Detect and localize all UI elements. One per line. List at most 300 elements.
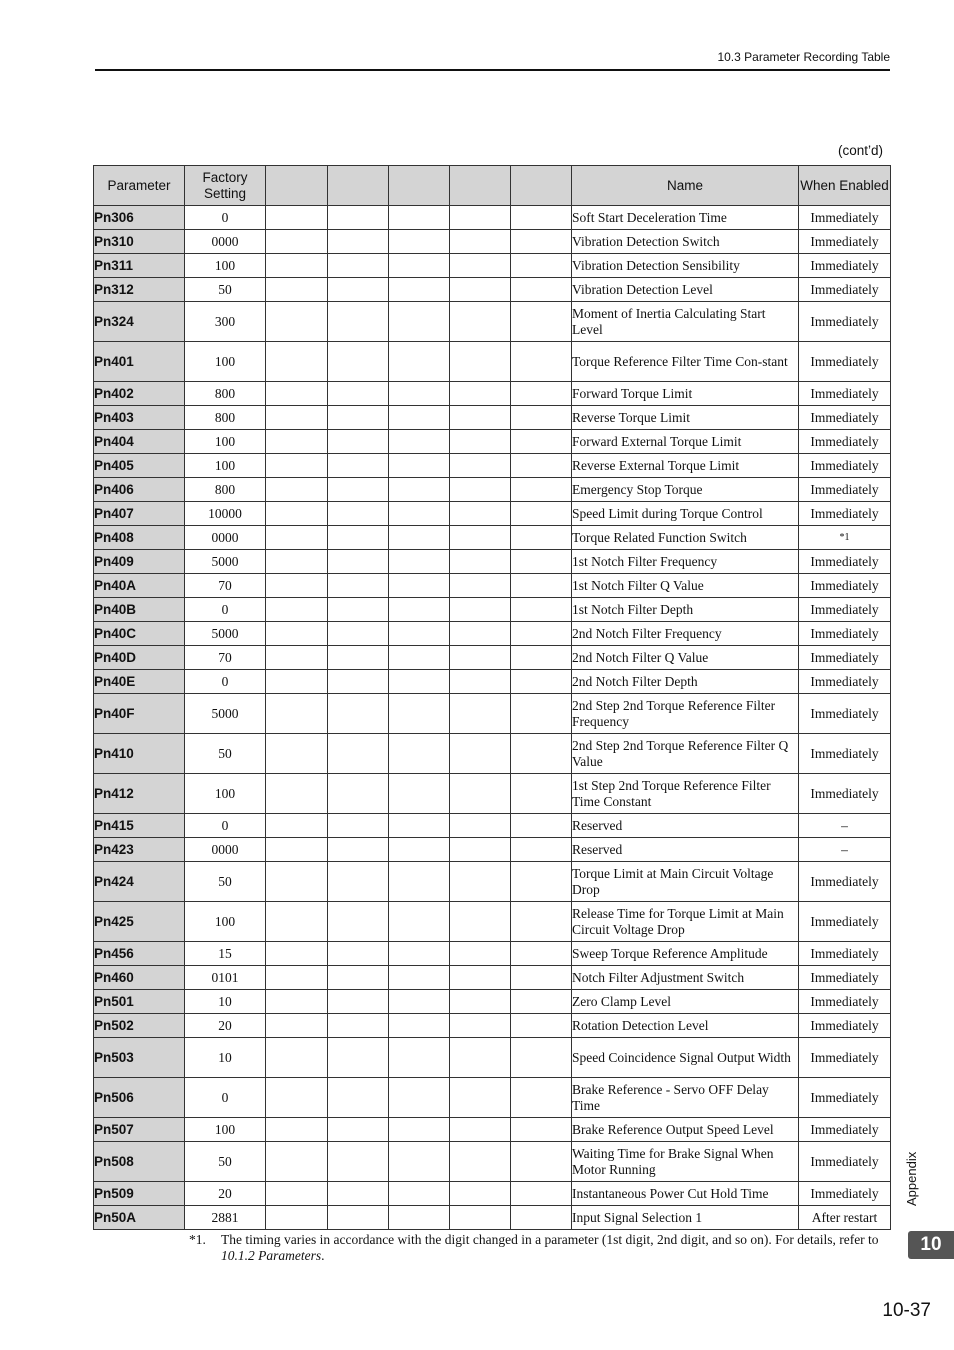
parameter-name: Torque Related Function Switch (572, 526, 799, 550)
parameter-name: Soft Start Deceleration Time (572, 206, 799, 230)
factory-setting: 10 (185, 1038, 266, 1078)
recording-cell (389, 1118, 450, 1142)
recording-cell (266, 382, 328, 406)
recording-cell (328, 774, 389, 814)
recording-cell (511, 862, 572, 902)
parameter-name: Brake Reference Output Speed Level (572, 1118, 799, 1142)
parameter-code: Pn40B (94, 598, 185, 622)
recording-cell (328, 1038, 389, 1078)
recording-cell (511, 838, 572, 862)
table-row (94, 254, 891, 278)
recording-cell (389, 342, 450, 382)
header-blank-5 (511, 166, 572, 206)
recording-cell (389, 382, 450, 406)
recording-cell (328, 1182, 389, 1206)
recording-cell (511, 670, 572, 694)
factory-setting: 20 (185, 1014, 266, 1038)
parameter-name: Speed Limit during Torque Control (572, 502, 799, 526)
recording-cell (511, 478, 572, 502)
factory-setting: 15 (185, 942, 266, 966)
recording-cell (266, 774, 328, 814)
table-row (94, 550, 891, 574)
when-enabled: Immediately (799, 734, 891, 774)
recording-cell (266, 206, 328, 230)
recording-cell (511, 454, 572, 478)
recording-cell (511, 230, 572, 254)
factory-setting: 100 (185, 902, 266, 942)
recording-cell (328, 1014, 389, 1038)
table-row (94, 838, 891, 862)
parameter-code: Pn310 (94, 230, 185, 254)
factory-setting: 100 (185, 254, 266, 278)
recording-cell (328, 1118, 389, 1142)
table-row (94, 902, 891, 942)
table-row (94, 646, 891, 670)
recording-cell (389, 574, 450, 598)
recording-cell (450, 990, 511, 1014)
recording-cell (511, 942, 572, 966)
recording-cell (328, 574, 389, 598)
table-row (94, 1142, 891, 1182)
recording-cell (450, 478, 511, 502)
recording-cell (328, 254, 389, 278)
header-blank-2 (328, 166, 389, 206)
header-when-enabled: When Enabled (799, 166, 891, 206)
factory-setting: 50 (185, 862, 266, 902)
factory-setting: 0 (185, 206, 266, 230)
parameter-code: Pn412 (94, 774, 185, 814)
recording-cell (511, 302, 572, 342)
recording-cell (511, 382, 572, 406)
parameter-code: Pn40A (94, 574, 185, 598)
recording-cell (450, 342, 511, 382)
recording-cell (328, 814, 389, 838)
when-enabled: – (799, 814, 891, 838)
parameter-code: Pn507 (94, 1118, 185, 1142)
factory-setting: 0101 (185, 966, 266, 990)
parameter-name: 2nd Step 2nd Torque Reference Filter Frequency (572, 694, 799, 734)
parameter-code: Pn503 (94, 1038, 185, 1078)
recording-cell (511, 574, 572, 598)
header-blank-1 (266, 166, 328, 206)
when-enabled: Immediately (799, 302, 891, 342)
recording-cell (389, 206, 450, 230)
recording-cell (328, 838, 389, 862)
recording-cell (450, 302, 511, 342)
factory-setting: 0000 (185, 230, 266, 254)
recording-cell (511, 342, 572, 382)
appendix-side-label: Appendix (904, 1151, 919, 1206)
when-enabled: Immediately (799, 254, 891, 278)
recording-cell (450, 670, 511, 694)
parameter-code: Pn407 (94, 502, 185, 526)
recording-cell (450, 454, 511, 478)
parameter-code: Pn425 (94, 902, 185, 942)
when-enabled: Immediately (799, 1118, 891, 1142)
recording-cell (266, 838, 328, 862)
parameter-code: Pn456 (94, 942, 185, 966)
when-enabled: Immediately (799, 622, 891, 646)
parameter-name: Reverse External Torque Limit (572, 454, 799, 478)
recording-cell (389, 670, 450, 694)
when-enabled: Immediately (799, 966, 891, 990)
recording-cell (450, 1142, 511, 1182)
parameter-code: Pn423 (94, 838, 185, 862)
factory-setting: 100 (185, 342, 266, 382)
recording-cell (450, 430, 511, 454)
parameter-name: 2nd Notch Filter Q Value (572, 646, 799, 670)
parameter-name: Input Signal Selection 1 (572, 1206, 799, 1230)
parameter-code: Pn312 (94, 278, 185, 302)
recording-cell (389, 814, 450, 838)
when-enabled: Immediately (799, 382, 891, 406)
recording-cell (511, 646, 572, 670)
factory-setting: 50 (185, 278, 266, 302)
recording-cell (266, 278, 328, 302)
recording-cell (328, 598, 389, 622)
table-row (94, 382, 891, 406)
continued-label: (cont’d) (837, 143, 883, 158)
recording-cell (328, 646, 389, 670)
parameter-name: Vibration Detection Level (572, 278, 799, 302)
when-enabled: Immediately (799, 206, 891, 230)
recording-cell (266, 670, 328, 694)
recording-cell (389, 502, 450, 526)
parameter-name: Instantaneous Power Cut Hold Time (572, 1182, 799, 1206)
table-row (94, 478, 891, 502)
recording-cell (450, 206, 511, 230)
table-row (94, 990, 891, 1014)
parameter-code: Pn460 (94, 966, 185, 990)
when-enabled: Immediately (799, 990, 891, 1014)
recording-cell (328, 670, 389, 694)
header-blank-3 (389, 166, 450, 206)
when-enabled: Immediately (799, 454, 891, 478)
parameter-code: Pn40D (94, 646, 185, 670)
recording-cell (389, 838, 450, 862)
table-row (94, 1118, 891, 1142)
factory-setting: 300 (185, 302, 266, 342)
when-enabled: Immediately (799, 342, 891, 382)
parameter-name: 1st Notch Filter Depth (572, 598, 799, 622)
parameter-table (93, 165, 891, 1230)
recording-cell (389, 254, 450, 278)
factory-setting: 0 (185, 598, 266, 622)
parameter-name: Moment of Inertia Calculating Start Level (572, 302, 799, 342)
parameter-name: Forward External Torque Limit (572, 430, 799, 454)
recording-cell (389, 406, 450, 430)
recording-cell (450, 526, 511, 550)
factory-setting: 0 (185, 814, 266, 838)
recording-cell (450, 502, 511, 526)
when-enabled: Immediately (799, 430, 891, 454)
factory-setting: 100 (185, 430, 266, 454)
table-row (94, 1038, 891, 1078)
table-row (94, 502, 891, 526)
recording-cell (266, 550, 328, 574)
recording-cell (266, 734, 328, 774)
recording-cell (511, 1182, 572, 1206)
recording-cell (511, 550, 572, 574)
recording-cell (511, 622, 572, 646)
recording-cell (266, 502, 328, 526)
recording-cell (511, 430, 572, 454)
factory-setting: 70 (185, 574, 266, 598)
recording-cell (328, 1206, 389, 1230)
table-row (94, 406, 891, 430)
parameter-name: Rotation Detection Level (572, 1014, 799, 1038)
recording-cell (266, 1206, 328, 1230)
recording-cell (328, 342, 389, 382)
recording-cell (511, 774, 572, 814)
recording-cell (389, 942, 450, 966)
parameter-name: Sweep Torque Reference Amplitude (572, 942, 799, 966)
when-enabled: Immediately (799, 694, 891, 734)
recording-cell (266, 342, 328, 382)
when-enabled: Immediately (799, 478, 891, 502)
table-header-row (94, 166, 891, 206)
recording-cell (511, 734, 572, 774)
parameter-name: 2nd Step 2nd Torque Reference Filter Q Value (572, 734, 799, 774)
recording-cell (389, 622, 450, 646)
factory-setting: 2881 (185, 1206, 266, 1230)
table-row (94, 622, 891, 646)
parameter-name: 1st Notch Filter Q Value (572, 574, 799, 598)
table-row (94, 230, 891, 254)
parameter-code: Pn404 (94, 430, 185, 454)
recording-cell (328, 526, 389, 550)
parameter-code: Pn306 (94, 206, 185, 230)
footnote-end: . (321, 1248, 325, 1263)
recording-cell (450, 622, 511, 646)
header-rule (95, 69, 890, 71)
recording-cell (389, 646, 450, 670)
factory-setting: 800 (185, 478, 266, 502)
recording-cell (266, 622, 328, 646)
factory-setting: 0 (185, 670, 266, 694)
table-row (94, 454, 891, 478)
recording-cell (266, 302, 328, 342)
recording-cell (389, 694, 450, 734)
parameter-name: Waiting Time for Brake Signal When Motor Running (572, 1142, 799, 1182)
recording-cell (266, 990, 328, 1014)
recording-cell (266, 1078, 328, 1118)
parameter-name: Speed Coincidence Signal Output Width (572, 1038, 799, 1078)
factory-setting: 5000 (185, 694, 266, 734)
table-row (94, 1206, 891, 1230)
parameter-code: Pn405 (94, 454, 185, 478)
recording-cell (450, 574, 511, 598)
recording-cell (511, 254, 572, 278)
factory-setting: 800 (185, 406, 266, 430)
recording-cell (450, 406, 511, 430)
recording-cell (389, 526, 450, 550)
parameter-code: Pn50A (94, 1206, 185, 1230)
recording-cell (266, 230, 328, 254)
chapter-tab: 10 (908, 1231, 954, 1259)
recording-cell (266, 454, 328, 478)
recording-cell (328, 206, 389, 230)
recording-cell (389, 734, 450, 774)
recording-cell (328, 230, 389, 254)
table-row (94, 278, 891, 302)
table-row (94, 734, 891, 774)
factory-setting: 100 (185, 1118, 266, 1142)
recording-cell (328, 1142, 389, 1182)
footnote (189, 1232, 889, 1264)
recording-cell (450, 1206, 511, 1230)
recording-cell (266, 1118, 328, 1142)
recording-cell (266, 1014, 328, 1038)
parameter-code: Pn40F (94, 694, 185, 734)
recording-cell (266, 526, 328, 550)
recording-cell (328, 302, 389, 342)
when-enabled: Immediately (799, 230, 891, 254)
parameter-code: Pn415 (94, 814, 185, 838)
recording-cell (389, 550, 450, 574)
recording-cell (328, 478, 389, 502)
recording-cell (328, 622, 389, 646)
table-row (94, 342, 891, 382)
parameter-code: Pn408 (94, 526, 185, 550)
recording-cell (511, 206, 572, 230)
recording-cell (450, 646, 511, 670)
recording-cell (328, 694, 389, 734)
parameter-code: Pn324 (94, 302, 185, 342)
parameter-code: Pn401 (94, 342, 185, 382)
when-enabled: *1 (799, 526, 891, 550)
header-blank-4 (450, 166, 511, 206)
recording-cell (511, 598, 572, 622)
parameter-name: Emergency Stop Torque (572, 478, 799, 502)
parameter-code: Pn40E (94, 670, 185, 694)
parameter-code: Pn424 (94, 862, 185, 902)
recording-cell (511, 694, 572, 734)
recording-cell (266, 1038, 328, 1078)
table-row (94, 598, 891, 622)
parameter-name: Reserved (572, 814, 799, 838)
recording-cell (328, 966, 389, 990)
factory-setting: 100 (185, 454, 266, 478)
page-number: 10-37 (882, 1300, 931, 1321)
parameter-code: Pn403 (94, 406, 185, 430)
recording-cell (328, 502, 389, 526)
recording-cell (389, 430, 450, 454)
recording-cell (389, 1206, 450, 1230)
header-parameter: Parameter (94, 166, 185, 206)
recording-cell (511, 406, 572, 430)
recording-cell (389, 1142, 450, 1182)
factory-setting: 5000 (185, 622, 266, 646)
recording-cell (511, 502, 572, 526)
table-row (94, 1182, 891, 1206)
recording-cell (266, 598, 328, 622)
parameter-code: Pn409 (94, 550, 185, 574)
recording-cell (328, 278, 389, 302)
table-row (94, 694, 891, 734)
footnote-text: The timing varies in accordance with the digit changed in a parameter (1st digit, 2nd digit, and so on). For details, refer to (221, 1232, 879, 1247)
recording-cell (328, 734, 389, 774)
table-row (94, 966, 891, 990)
recording-cell (511, 1014, 572, 1038)
parameter-name: Forward Torque Limit (572, 382, 799, 406)
when-enabled: Immediately (799, 1142, 891, 1182)
table-row (94, 774, 891, 814)
recording-cell (266, 1182, 328, 1206)
recording-cell (450, 902, 511, 942)
when-enabled: Immediately (799, 862, 891, 902)
recording-cell (389, 302, 450, 342)
table-row (94, 814, 891, 838)
when-enabled: – (799, 838, 891, 862)
table-row (94, 574, 891, 598)
parameter-name: 1st Notch Filter Frequency (572, 550, 799, 574)
recording-cell (389, 902, 450, 942)
recording-cell (450, 1038, 511, 1078)
recording-cell (266, 902, 328, 942)
recording-cell (266, 862, 328, 902)
recording-cell (389, 862, 450, 902)
recording-cell (450, 1014, 511, 1038)
table-row (94, 302, 891, 342)
parameter-name: Zero Clamp Level (572, 990, 799, 1014)
parameter-code: Pn501 (94, 990, 185, 1014)
recording-cell (266, 694, 328, 734)
footnote-text-block (221, 1232, 889, 1264)
parameter-name: 2nd Notch Filter Depth (572, 670, 799, 694)
recording-cell (389, 230, 450, 254)
recording-cell (511, 902, 572, 942)
recording-cell (450, 598, 511, 622)
recording-cell (511, 1206, 572, 1230)
recording-cell (389, 774, 450, 814)
parameter-name: Torque Reference Filter Time Con-stant (572, 342, 799, 382)
recording-cell (450, 734, 511, 774)
header-name: Name (572, 166, 799, 206)
recording-cell (450, 550, 511, 574)
recording-cell (389, 478, 450, 502)
recording-cell (389, 966, 450, 990)
factory-setting: 10 (185, 990, 266, 1014)
recording-cell (450, 1118, 511, 1142)
when-enabled: Immediately (799, 942, 891, 966)
recording-cell (266, 478, 328, 502)
table-row (94, 670, 891, 694)
table-row (94, 1078, 891, 1118)
recording-cell (328, 382, 389, 406)
parameter-code: Pn410 (94, 734, 185, 774)
recording-cell (450, 966, 511, 990)
when-enabled: Immediately (799, 902, 891, 942)
parameter-name: Reserved (572, 838, 799, 862)
recording-cell (266, 406, 328, 430)
when-enabled: Immediately (799, 574, 891, 598)
when-enabled: After restart (799, 1206, 891, 1230)
recording-cell (450, 774, 511, 814)
recording-cell (266, 814, 328, 838)
recording-cell (511, 1078, 572, 1118)
recording-cell (328, 454, 389, 478)
recording-cell (266, 430, 328, 454)
recording-cell (389, 1038, 450, 1078)
parameter-code: Pn406 (94, 478, 185, 502)
section-title: 10.3 Parameter Recording Table (717, 50, 890, 64)
recording-cell (266, 646, 328, 670)
recording-cell (328, 942, 389, 966)
when-enabled: Immediately (799, 502, 891, 526)
table-row (94, 206, 891, 230)
recording-cell (266, 1142, 328, 1182)
